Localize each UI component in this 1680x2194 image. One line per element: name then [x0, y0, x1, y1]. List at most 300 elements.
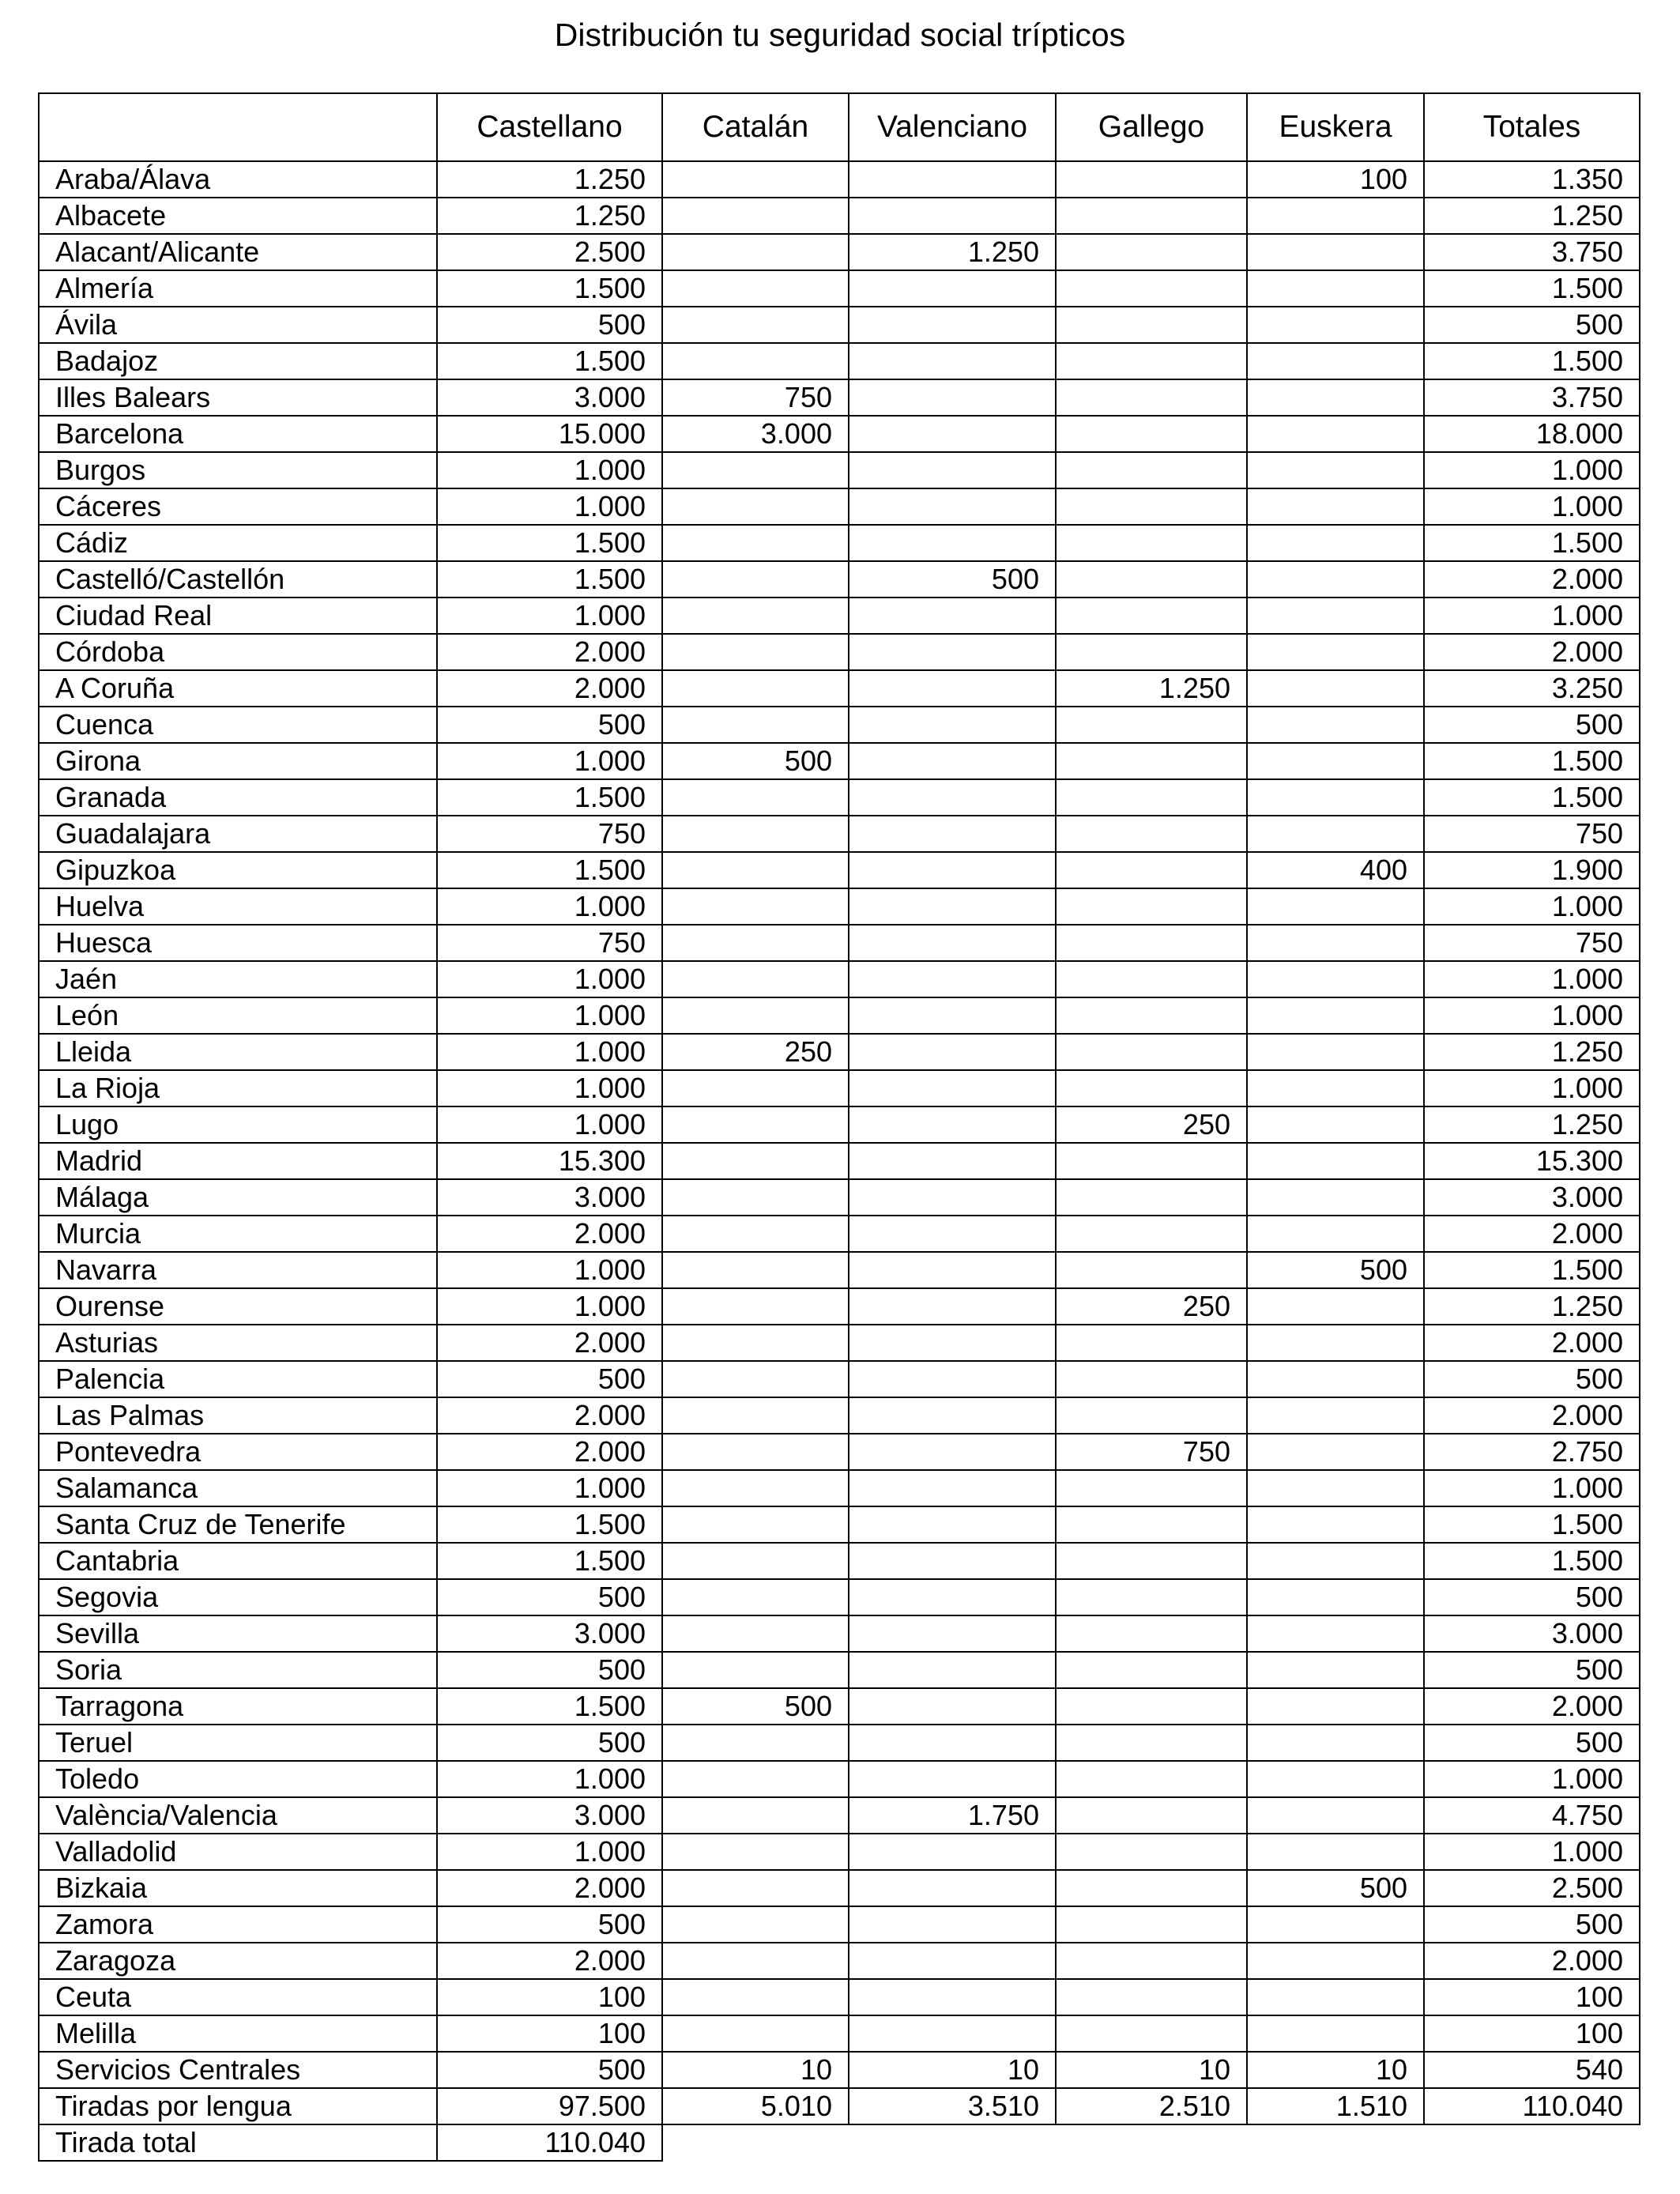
cell-catalan: 250	[662, 1034, 849, 1070]
cell-gallego	[1056, 1470, 1247, 1506]
cell-castellano: 1.500	[437, 343, 662, 379]
cell-valenciano	[849, 1688, 1056, 1725]
cell-catalan	[662, 598, 849, 634]
cell-province: Las Palmas	[39, 1397, 437, 1434]
cell-catalan: 10	[662, 2052, 849, 2088]
cell-euskera	[1247, 379, 1424, 416]
cell-province: Ourense	[39, 1288, 437, 1325]
cell-province: Granada	[39, 779, 437, 816]
cell-gallego	[1056, 1906, 1247, 1943]
cell-totales: 15.300	[1424, 1143, 1640, 1179]
cell-totales: 1.000	[1424, 888, 1640, 925]
table-row	[39, 1761, 1640, 1797]
cell-catalan: 500	[662, 743, 849, 779]
cell-catalan	[662, 707, 849, 743]
cell-totales: 1.900	[1424, 852, 1640, 888]
table-row	[39, 1943, 1640, 1979]
cell-castellano: 500	[437, 1652, 662, 1688]
cell-euskera	[1247, 707, 1424, 743]
cell-valenciano	[849, 2015, 1056, 2052]
cell-totales: 1.500	[1424, 1506, 1640, 1543]
table-row	[39, 925, 1640, 961]
cell-gallego	[1056, 161, 1247, 198]
table-row	[39, 2052, 1640, 2088]
cell-gallego: 750	[1056, 1434, 1247, 1470]
cell-totales: 1.000	[1424, 1834, 1640, 1870]
cell-valenciano	[849, 961, 1056, 997]
cell-province: Pontevedra	[39, 1434, 437, 1470]
cell-gallego: 10	[1056, 2052, 1247, 2088]
cell-valenciano	[849, 1143, 1056, 1179]
cell-gallego	[1056, 1143, 1247, 1179]
header-cell-totales: Totales	[1424, 93, 1640, 161]
cell-valenciano	[849, 1034, 1056, 1070]
cell-castellano: 1.000	[437, 1106, 662, 1143]
cell-province: Almería	[39, 270, 437, 307]
cell-totales: 500	[1424, 1579, 1640, 1615]
cell-totales: 1.500	[1424, 1252, 1640, 1288]
cell-euskera	[1247, 307, 1424, 343]
cell-catalan	[662, 1434, 849, 1470]
cell-castellano: 500	[437, 707, 662, 743]
cell-province: Jaén	[39, 961, 437, 997]
cell-catalan	[662, 634, 849, 670]
cell-province: Gipuzkoa	[39, 852, 437, 888]
cell-castellano: 1.000	[437, 1761, 662, 1797]
cell-castellano: 1.000	[437, 1252, 662, 1288]
cell-euskera	[1247, 416, 1424, 452]
cell-totales: 1.500	[1424, 343, 1640, 379]
cell-valenciano	[849, 634, 1056, 670]
cell-castellano: 3.000	[437, 1797, 662, 1834]
cell-valenciano	[849, 1325, 1056, 1361]
distribution-table	[38, 92, 1640, 2162]
cell-euskera: 1.510	[1247, 2088, 1424, 2124]
cell-totales: 2.000	[1424, 1688, 1640, 1725]
cell-euskera	[1247, 1470, 1424, 1506]
cell-castellano: 750	[437, 816, 662, 852]
table-row	[39, 1652, 1640, 1688]
cell-totales: 1.000	[1424, 961, 1640, 997]
table-row	[39, 307, 1640, 343]
cell-gallego	[1056, 525, 1247, 561]
cell-catalan	[662, 1579, 849, 1615]
cell-valenciano	[849, 779, 1056, 816]
cell-euskera	[1247, 234, 1424, 270]
cell-castellano: 1.500	[437, 525, 662, 561]
cell-euskera	[1247, 743, 1424, 779]
table-row	[39, 1725, 1640, 1761]
cell-catalan	[662, 1834, 849, 1870]
cell-totales: 1.500	[1424, 1543, 1640, 1579]
cell-totales: 2.000	[1424, 1325, 1640, 1361]
cell-catalan	[662, 1361, 849, 1397]
cell-totales: 2.000	[1424, 634, 1640, 670]
cell-euskera	[1247, 1543, 1424, 1579]
cell-catalan	[662, 452, 849, 488]
cell-catalan	[662, 307, 849, 343]
cell-totales: 500	[1424, 307, 1640, 343]
cell-gallego	[1056, 634, 1247, 670]
cell-province: Huelva	[39, 888, 437, 925]
cell-province: Araba/Álava	[39, 161, 437, 198]
cell-catalan	[662, 1906, 849, 1943]
table-row	[39, 1325, 1640, 1361]
cell-euskera	[1247, 1288, 1424, 1325]
table-row	[39, 1106, 1640, 1143]
table-row	[39, 1834, 1640, 1870]
cell-totales: 1.000	[1424, 997, 1640, 1034]
cell-gallego	[1056, 343, 1247, 379]
cell-euskera	[1247, 1070, 1424, 1106]
cell-valenciano	[849, 416, 1056, 452]
cell-castellano: 15.000	[437, 416, 662, 452]
table-row	[39, 816, 1640, 852]
cell-gallego	[1056, 270, 1247, 307]
cell-euskera	[1247, 1834, 1424, 1870]
cell-valenciano	[849, 670, 1056, 707]
cell-province: Palencia	[39, 1361, 437, 1397]
cell-catalan	[662, 1070, 849, 1106]
cell-totales: 1.500	[1424, 270, 1640, 307]
cell-gallego: 1.250	[1056, 670, 1247, 707]
table-row	[39, 2088, 1640, 2124]
cell-catalan	[662, 1470, 849, 1506]
cell-province: Soria	[39, 1652, 437, 1688]
cell-castellano: 2.000	[437, 1943, 662, 1979]
cell-valenciano	[849, 198, 1056, 234]
cell-province: Cuenca	[39, 707, 437, 743]
cell-catalan	[662, 1979, 849, 2015]
cell-gallego	[1056, 1652, 1247, 1688]
cell-province: Toledo	[39, 1761, 437, 1797]
cell-valenciano	[849, 1906, 1056, 1943]
cell-euskera	[1247, 488, 1424, 525]
cell-gallego	[1056, 888, 1247, 925]
cell-catalan	[662, 997, 849, 1034]
header-cell-gallego: Gallego	[1056, 93, 1247, 161]
cell-gallego	[1056, 561, 1247, 598]
cell-gallego	[1056, 743, 1247, 779]
table-row	[39, 2015, 1640, 2052]
cell-castellano: 500	[437, 1725, 662, 1761]
cell-euskera	[1247, 925, 1424, 961]
cell-gallego	[1056, 307, 1247, 343]
cell-valenciano	[849, 852, 1056, 888]
cell-province: Lleida	[39, 1034, 437, 1070]
cell-valenciano	[849, 1870, 1056, 1906]
cell-catalan	[662, 161, 849, 198]
table-row	[39, 1034, 1640, 1070]
cell-province: Segovia	[39, 1579, 437, 1615]
cell-catalan	[662, 925, 849, 961]
cell-catalan	[662, 670, 849, 707]
cell-catalan	[662, 1615, 849, 1652]
total-label: Tirada total	[39, 2124, 437, 2161]
cell-catalan	[662, 1143, 849, 1179]
cell-valenciano	[849, 1361, 1056, 1397]
cell-valenciano: 500	[849, 561, 1056, 598]
header-row	[39, 93, 1640, 161]
table-row	[39, 1470, 1640, 1506]
cell-euskera	[1247, 1034, 1424, 1070]
cell-totales: 3.000	[1424, 1179, 1640, 1216]
cell-valenciano	[849, 925, 1056, 961]
cell-valenciano	[849, 1397, 1056, 1434]
cell-gallego: 2.510	[1056, 2088, 1247, 2124]
cell-euskera	[1247, 2015, 1424, 2052]
cell-castellano: 1.000	[437, 1470, 662, 1506]
cell-totales: 500	[1424, 1361, 1640, 1397]
cell-catalan	[662, 1216, 849, 1252]
cell-totales: 2.750	[1424, 1434, 1640, 1470]
cell-totales: 1.000	[1424, 1470, 1640, 1506]
cell-valenciano	[849, 270, 1056, 307]
cell-catalan	[662, 525, 849, 561]
cell-castellano: 2.000	[437, 1397, 662, 1434]
table-row	[39, 416, 1640, 452]
cell-castellano: 1.500	[437, 852, 662, 888]
cell-totales: 100	[1424, 1979, 1640, 2015]
empty-cell	[1056, 2124, 1247, 2161]
cell-totales: 1.000	[1424, 488, 1640, 525]
cell-totales: 1.500	[1424, 779, 1640, 816]
cell-catalan	[662, 1106, 849, 1143]
table-row	[39, 1179, 1640, 1216]
table-row	[39, 1143, 1640, 1179]
cell-catalan	[662, 1761, 849, 1797]
cell-valenciano	[849, 1252, 1056, 1288]
cell-province: Tiradas por lengua	[39, 2088, 437, 2124]
cell-gallego	[1056, 198, 1247, 234]
cell-euskera	[1247, 1652, 1424, 1688]
cell-euskera	[1247, 1397, 1424, 1434]
table-row	[39, 1506, 1640, 1543]
cell-catalan	[662, 488, 849, 525]
cell-province: Cantabria	[39, 1543, 437, 1579]
cell-euskera: 10	[1247, 2052, 1424, 2088]
cell-catalan	[662, 1252, 849, 1288]
cell-catalan: 5.010	[662, 2088, 849, 2124]
cell-totales: 1.000	[1424, 1761, 1640, 1797]
table-row	[39, 525, 1640, 561]
cell-totales: 18.000	[1424, 416, 1640, 452]
cell-valenciano	[849, 307, 1056, 343]
cell-euskera	[1247, 961, 1424, 997]
cell-euskera: 400	[1247, 852, 1424, 888]
cell-euskera	[1247, 1979, 1424, 2015]
cell-province: A Coruña	[39, 670, 437, 707]
cell-castellano: 1.000	[437, 888, 662, 925]
cell-gallego	[1056, 379, 1247, 416]
cell-euskera	[1247, 888, 1424, 925]
cell-valenciano: 10	[849, 2052, 1056, 2088]
cell-catalan: 3.000	[662, 416, 849, 452]
empty-cell	[662, 2124, 849, 2161]
table-row	[39, 1797, 1640, 1834]
cell-gallego	[1056, 452, 1247, 488]
cell-gallego	[1056, 961, 1247, 997]
cell-euskera	[1247, 1325, 1424, 1361]
cell-castellano: 1.000	[437, 452, 662, 488]
cell-valenciano	[849, 1288, 1056, 1325]
cell-castellano: 2.000	[437, 634, 662, 670]
cell-castellano: 2.500	[437, 234, 662, 270]
cell-totales: 540	[1424, 2052, 1640, 2088]
cell-totales: 2.000	[1424, 1943, 1640, 1979]
cell-catalan	[662, 888, 849, 925]
cell-catalan	[662, 1797, 849, 1834]
cell-castellano: 1.500	[437, 1543, 662, 1579]
header-cell-province	[39, 93, 437, 161]
empty-cell	[1424, 2124, 1640, 2161]
table-row	[39, 1615, 1640, 1652]
cell-totales: 2.000	[1424, 1397, 1640, 1434]
cell-province: Illes Balears	[39, 379, 437, 416]
cell-castellano: 2.000	[437, 1216, 662, 1252]
cell-euskera: 500	[1247, 1252, 1424, 1288]
cell-castellano: 1.250	[437, 198, 662, 234]
table-row	[39, 270, 1640, 307]
cell-province: Albacete	[39, 198, 437, 234]
cell-euskera	[1247, 1906, 1424, 1943]
cell-province: Lugo	[39, 1106, 437, 1143]
cell-valenciano	[849, 598, 1056, 634]
cell-valenciano: 1.250	[849, 234, 1056, 270]
cell-euskera	[1247, 1179, 1424, 1216]
cell-castellano: 2.000	[437, 1434, 662, 1470]
cell-catalan: 500	[662, 1688, 849, 1725]
cell-valenciano	[849, 488, 1056, 525]
cell-valenciano	[849, 1434, 1056, 1470]
cell-province: Girona	[39, 743, 437, 779]
cell-totales: 2.500	[1424, 1870, 1640, 1906]
cell-catalan	[662, 234, 849, 270]
table-row	[39, 1216, 1640, 1252]
cell-province: Barcelona	[39, 416, 437, 452]
table-row	[39, 1688, 1640, 1725]
cell-totales: 1.350	[1424, 161, 1640, 198]
table-row	[39, 1070, 1640, 1106]
cell-gallego: 250	[1056, 1288, 1247, 1325]
cell-castellano: 3.000	[437, 1179, 662, 1216]
table-row	[39, 779, 1640, 816]
cell-gallego	[1056, 2015, 1247, 2052]
header-cell-euskera: Euskera	[1247, 93, 1424, 161]
table-row	[39, 1434, 1640, 1470]
cell-valenciano	[849, 452, 1056, 488]
cell-valenciano	[849, 1652, 1056, 1688]
table-row	[39, 198, 1640, 234]
cell-valenciano	[849, 1506, 1056, 1543]
cell-gallego	[1056, 1252, 1247, 1288]
cell-totales: 3.750	[1424, 234, 1640, 270]
cell-province: Cáceres	[39, 488, 437, 525]
cell-catalan	[662, 343, 849, 379]
cell-totales: 750	[1424, 925, 1640, 961]
cell-gallego	[1056, 1070, 1247, 1106]
cell-totales: 1.000	[1424, 1070, 1640, 1106]
cell-catalan	[662, 1397, 849, 1434]
cell-province: León	[39, 997, 437, 1034]
cell-valenciano	[849, 1979, 1056, 2015]
cell-castellano: 1.000	[437, 1070, 662, 1106]
cell-catalan	[662, 1506, 849, 1543]
cell-gallego	[1056, 1615, 1247, 1652]
cell-euskera	[1247, 634, 1424, 670]
header-cell-catalan: Catalán	[662, 93, 849, 161]
cell-gallego	[1056, 416, 1247, 452]
total-row	[39, 2124, 1640, 2161]
cell-castellano: 750	[437, 925, 662, 961]
cell-euskera	[1247, 452, 1424, 488]
table-row	[39, 634, 1640, 670]
cell-valenciano	[849, 1106, 1056, 1143]
cell-province: Cádiz	[39, 525, 437, 561]
cell-euskera	[1247, 670, 1424, 707]
table-row	[39, 1543, 1640, 1579]
cell-province: Navarra	[39, 1252, 437, 1288]
cell-valenciano	[849, 1543, 1056, 1579]
cell-province: Bizkaia	[39, 1870, 437, 1906]
cell-euskera	[1247, 270, 1424, 307]
cell-euskera	[1247, 779, 1424, 816]
cell-valenciano	[849, 1070, 1056, 1106]
cell-castellano: 1.000	[437, 598, 662, 634]
cell-province: La Rioja	[39, 1070, 437, 1106]
cell-gallego	[1056, 1725, 1247, 1761]
cell-catalan	[662, 816, 849, 852]
table-body	[39, 161, 1640, 2161]
cell-gallego	[1056, 1797, 1247, 1834]
cell-totales: 1.000	[1424, 452, 1640, 488]
cell-gallego	[1056, 1325, 1247, 1361]
cell-gallego: 250	[1056, 1106, 1247, 1143]
cell-euskera	[1247, 598, 1424, 634]
cell-catalan	[662, 852, 849, 888]
cell-castellano: 500	[437, 307, 662, 343]
table-row	[39, 1361, 1640, 1397]
cell-valenciano	[849, 1179, 1056, 1216]
cell-castellano: 1.000	[437, 743, 662, 779]
cell-euskera	[1247, 198, 1424, 234]
cell-castellano: 2.000	[437, 1325, 662, 1361]
cell-castellano: 15.300	[437, 1143, 662, 1179]
table-row	[39, 670, 1640, 707]
cell-euskera	[1247, 1688, 1424, 1725]
cell-valenciano	[849, 525, 1056, 561]
cell-gallego	[1056, 779, 1247, 816]
cell-province: Burgos	[39, 452, 437, 488]
table-row	[39, 961, 1640, 997]
table-row	[39, 161, 1640, 198]
cell-province: Córdoba	[39, 634, 437, 670]
table-row	[39, 1252, 1640, 1288]
cell-gallego	[1056, 1834, 1247, 1870]
cell-castellano: 1.000	[437, 1288, 662, 1325]
table-row	[39, 997, 1640, 1034]
cell-catalan	[662, 1325, 849, 1361]
cell-valenciano	[849, 888, 1056, 925]
cell-gallego	[1056, 1979, 1247, 2015]
cell-gallego	[1056, 1688, 1247, 1725]
cell-totales: 1.250	[1424, 1106, 1640, 1143]
cell-castellano: 1.500	[437, 561, 662, 598]
cell-totales: 500	[1424, 1725, 1640, 1761]
cell-gallego	[1056, 1543, 1247, 1579]
cell-totales: 4.750	[1424, 1797, 1640, 1834]
cell-catalan	[662, 2015, 849, 2052]
